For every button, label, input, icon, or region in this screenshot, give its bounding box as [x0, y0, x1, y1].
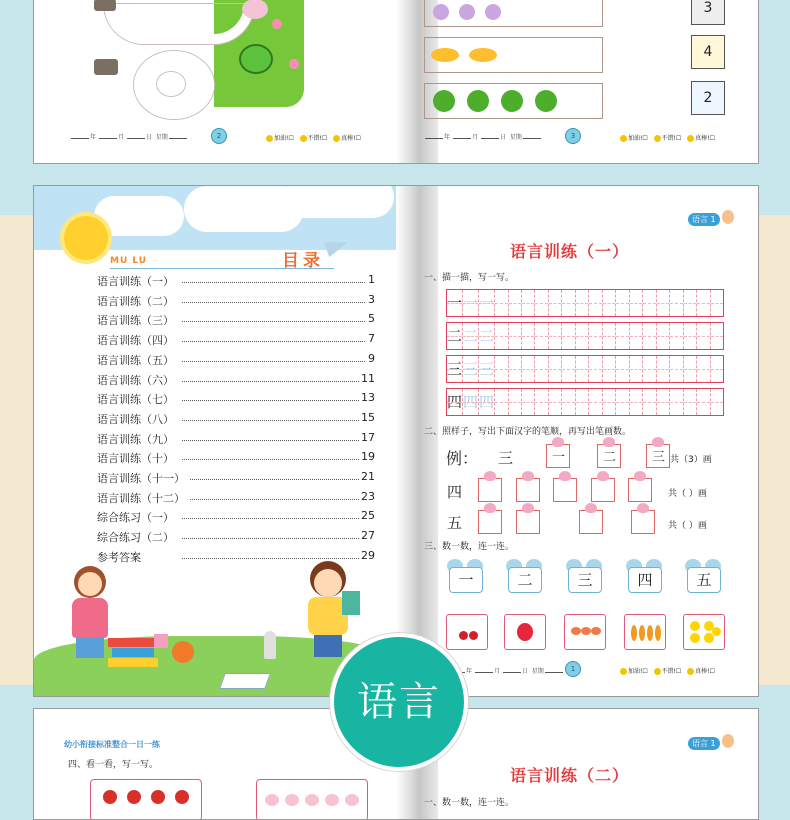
- toc-item-page: 7: [368, 332, 375, 346]
- stroke-box[interactable]: [579, 510, 603, 534]
- weekday-label: 星期: [155, 134, 168, 141]
- stroke-box[interactable]: [591, 478, 615, 502]
- stroke-box[interactable]: [631, 510, 655, 534]
- toc-item-page: 11: [361, 371, 375, 385]
- writing-cell[interactable]: [657, 389, 670, 415]
- writing-cell[interactable]: [522, 389, 535, 415]
- smiley-icon: [687, 135, 694, 142]
- toc-item-page: 1: [368, 273, 375, 286]
- weekday-label: 星期: [509, 134, 522, 141]
- writing-cell[interactable]: [657, 290, 670, 316]
- stroke-box[interactable]: [516, 478, 540, 502]
- leader-dots: [182, 381, 369, 382]
- toc-item: [97, 411, 375, 427]
- writing-cell[interactable]: [562, 323, 575, 349]
- toc-item-page: 29: [361, 548, 375, 562]
- leader-dots: [182, 518, 369, 519]
- writing-cell[interactable]: [522, 323, 535, 349]
- stroke-box[interactable]: [516, 510, 540, 534]
- toc-item: [97, 490, 375, 506]
- writing-cell[interactable]: [670, 323, 683, 349]
- smiley-icon: [620, 135, 627, 142]
- clock-icon: [565, 128, 581, 144]
- trace-char-cell: 三: [463, 356, 479, 382]
- writing-cell[interactable]: [697, 290, 710, 316]
- stroke-box[interactable]: [478, 510, 502, 534]
- toc-item-label: 语言训练（十二）: [97, 490, 189, 506]
- self-rating-left: [266, 133, 361, 142]
- leader-dots: [182, 282, 369, 283]
- toc-item-page: 23: [361, 489, 375, 503]
- books-stack: [108, 638, 158, 668]
- model-char-cell: 一: [447, 290, 463, 316]
- rating-option: 加油!☐: [628, 668, 648, 675]
- girl-illustration: [64, 566, 114, 666]
- writing-cell[interactable]: [509, 389, 522, 415]
- leader-dots: [182, 558, 369, 559]
- writing-cell[interactable]: [603, 290, 616, 316]
- toc-item-label: 语言训练（十一）: [97, 470, 189, 486]
- day-label: 日: [499, 134, 506, 141]
- rating-option: 不错!☐: [661, 668, 682, 675]
- stroke-box: 二: [597, 444, 621, 468]
- leader-dots: [182, 341, 369, 342]
- model-char-cell: 二: [447, 323, 463, 349]
- model-char-cell: 三: [447, 356, 463, 382]
- toc-item: [97, 273, 375, 289]
- leader-dots: [182, 499, 369, 500]
- toc-item-page: 15: [361, 410, 375, 424]
- month-label: 月: [117, 134, 124, 141]
- day-label: 日: [145, 134, 152, 141]
- section4-heading: 四、看一看，写一写。: [68, 760, 159, 770]
- smiley-icon: [300, 135, 307, 142]
- clock-icon: [565, 661, 581, 677]
- tracing-grid-row: [446, 322, 724, 350]
- writing-cell[interactable]: [684, 389, 697, 415]
- toc-item: [97, 450, 375, 466]
- toc-item-label: 语言训练（三）: [97, 312, 178, 328]
- section3-heading: 三、数一数，连一连。: [424, 542, 515, 552]
- writing-cell[interactable]: [657, 356, 670, 382]
- toc-item-page: 19: [361, 450, 375, 464]
- smiley-icon: [654, 135, 661, 142]
- writing-cell[interactable]: [576, 290, 589, 316]
- writing-cell[interactable]: [495, 290, 508, 316]
- rating-option: 真棒!☐: [695, 135, 715, 142]
- leader-dots: [182, 479, 369, 480]
- spread-middle: [33, 185, 759, 697]
- month-label: 月: [493, 668, 500, 675]
- stroke-box: 三: [646, 444, 670, 468]
- row-char-si: 四: [447, 483, 463, 501]
- writing-cell[interactable]: [670, 290, 683, 316]
- answer-value: 4: [703, 44, 713, 60]
- writing-cell[interactable]: [549, 290, 562, 316]
- toc-item-page: 27: [361, 529, 375, 543]
- toc-item: [97, 391, 375, 407]
- year-label: 年: [444, 134, 451, 141]
- page-number: 2: [216, 132, 222, 140]
- writing-cell[interactable]: [630, 290, 643, 316]
- rating-option: 不错!☐: [307, 135, 328, 142]
- clock-icon: [211, 128, 227, 144]
- elephant-number-card: [685, 559, 721, 593]
- ball-icon: [172, 641, 194, 663]
- writing-cell[interactable]: [522, 290, 535, 316]
- leader-dots: [182, 361, 369, 362]
- picture-box-frogs: [424, 83, 603, 119]
- brand-header: 幼小衔接标准整合一日一练: [64, 740, 160, 749]
- picture-shrimps: [564, 614, 606, 650]
- sun-icon: [64, 216, 108, 260]
- elephant-number-card: [566, 559, 602, 593]
- section1-heading: 一、描一描，写一写。: [424, 273, 515, 283]
- writing-cell[interactable]: [670, 356, 683, 382]
- writing-cell[interactable]: [616, 356, 629, 382]
- writing-cell[interactable]: [495, 323, 508, 349]
- toc-item: [97, 470, 375, 486]
- toc-item-label: 语言训练（一）: [97, 273, 178, 289]
- leader-dots: [182, 440, 369, 441]
- picture-box-pigs: [256, 779, 368, 820]
- writing-cell[interactable]: [562, 389, 575, 415]
- writing-cell[interactable]: [616, 290, 629, 316]
- leader-dots: [182, 459, 369, 460]
- toc-title-underline: [110, 268, 334, 269]
- picture-carrots: [624, 614, 666, 650]
- maze-illustration: [64, 0, 364, 117]
- toc-item: [97, 529, 375, 545]
- date-line-lesson: [446, 666, 564, 675]
- writing-cell[interactable]: [549, 389, 562, 415]
- smiley-icon: [687, 668, 694, 675]
- toc-item-page: 13: [361, 391, 375, 405]
- toc-item-label: 综合练习（一）: [97, 509, 178, 525]
- picture-box-birds: [424, 37, 603, 73]
- leader-dots: [182, 420, 369, 421]
- toc-item-label: 语言训练（八）: [97, 411, 178, 427]
- self-rating-right: [620, 133, 715, 142]
- number-char: 三: [568, 567, 602, 593]
- self-rating-lesson: [620, 666, 715, 675]
- writing-cell[interactable]: [643, 389, 656, 415]
- trace-char-cell: 四: [463, 389, 479, 415]
- toc-item-label: 语言训练（六）: [97, 372, 178, 388]
- picture-box-snails: [424, 0, 603, 27]
- toc-item-page: 9: [368, 351, 375, 365]
- toc-item-label: 参考答案: [97, 549, 145, 565]
- writing-cell[interactable]: [643, 290, 656, 316]
- writing-cell[interactable]: [576, 356, 589, 382]
- writing-cell[interactable]: [711, 290, 723, 316]
- writing-cell[interactable]: [495, 389, 508, 415]
- smiley-icon: [333, 135, 340, 142]
- writing-cell[interactable]: [522, 356, 535, 382]
- rating-option: 真棒!☐: [695, 668, 715, 675]
- number-char: 一: [449, 567, 483, 593]
- smiley-icon: [620, 668, 627, 675]
- writing-cell[interactable]: [697, 323, 710, 349]
- stroke-count-blank: 共（ ）画: [668, 489, 707, 499]
- writing-cell[interactable]: [589, 356, 602, 382]
- row-char-wu: 五: [447, 514, 463, 532]
- example-char: 三: [498, 449, 514, 467]
- tracing-grid-row: [446, 388, 724, 416]
- writing-cell[interactable]: [711, 356, 723, 382]
- writing-cell[interactable]: [643, 323, 656, 349]
- section1-heading: 一、数一数，连一连。: [424, 798, 515, 808]
- elephant-number-card: [506, 559, 542, 593]
- writing-cell[interactable]: [562, 290, 575, 316]
- category-badge: 语言: [330, 633, 468, 771]
- book-gutter: [396, 186, 438, 696]
- writing-cell[interactable]: [630, 389, 643, 415]
- weekday-label: 星期: [531, 668, 544, 675]
- smiley-icon: [654, 668, 661, 675]
- writing-cell[interactable]: [576, 323, 589, 349]
- trace-char-cell: 二: [479, 323, 495, 349]
- toc-item-label: 语言训练（七）: [97, 391, 178, 407]
- writing-cell[interactable]: [630, 356, 643, 382]
- toc-item-label: 语言训练（四）: [97, 332, 178, 348]
- number-char: 五: [687, 567, 721, 593]
- writing-cell[interactable]: [616, 389, 629, 415]
- writing-cell[interactable]: [684, 356, 697, 382]
- writing-cell[interactable]: [535, 389, 548, 415]
- kid-badge-icon: [722, 734, 734, 748]
- leader-dots: [182, 302, 369, 303]
- picture-strawberry: [504, 614, 546, 650]
- toc-item-label: 语言训练（二）: [97, 293, 178, 309]
- toc-item: [97, 431, 375, 447]
- kid-badge-icon: [722, 210, 734, 224]
- writing-cell[interactable]: [603, 356, 616, 382]
- toc-item-page: 25: [361, 509, 375, 523]
- writing-cell[interactable]: [684, 323, 697, 349]
- writing-cell[interactable]: [603, 389, 616, 415]
- toc-item-page: 17: [361, 430, 375, 444]
- trace-char-cell: 四: [479, 389, 495, 415]
- trace-char-cell: 二: [463, 323, 479, 349]
- writing-cell[interactable]: [657, 323, 670, 349]
- writing-cell[interactable]: [643, 356, 656, 382]
- answer-value: 3: [703, 0, 713, 16]
- number-char: 二: [508, 567, 542, 593]
- section2-heading: 二、照样子，写出下面汉字的笔顺，再写出笔画数。: [424, 427, 632, 437]
- writing-cell[interactable]: [495, 356, 508, 382]
- writing-cell[interactable]: [589, 389, 602, 415]
- toc-item: [97, 509, 375, 525]
- date-line-left: [70, 132, 188, 141]
- rating-option: 真棒!☐: [341, 135, 361, 142]
- toc-pinyin: MU LU: [110, 256, 148, 266]
- writing-cell[interactable]: [670, 389, 683, 415]
- stroke-box[interactable]: [478, 478, 502, 502]
- writing-cell[interactable]: [711, 389, 723, 415]
- writing-cell[interactable]: [589, 290, 602, 316]
- year-label: 年: [466, 668, 473, 675]
- toc-item: [97, 352, 375, 368]
- toc-item-label: 语言训练（九）: [97, 431, 178, 447]
- rating-option: 加油!☐: [274, 135, 294, 142]
- lesson-title: 语言训练（一）: [510, 242, 630, 261]
- spread-top: [33, 0, 759, 164]
- example-label: 例：: [446, 449, 479, 468]
- writing-cell[interactable]: [509, 356, 522, 382]
- toc-item: [97, 372, 375, 388]
- rocket-toy: [264, 631, 276, 659]
- rating-option: 不错!☐: [661, 135, 682, 142]
- toc-item: [97, 293, 375, 309]
- toc-item-label: 语言训练（十）: [97, 450, 178, 466]
- writing-cell[interactable]: [616, 323, 629, 349]
- writing-cell[interactable]: [697, 389, 710, 415]
- writing-cell[interactable]: [684, 290, 697, 316]
- writing-cell[interactable]: [589, 323, 602, 349]
- writing-cell[interactable]: [535, 323, 548, 349]
- trace-char-cell: 三: [479, 356, 495, 382]
- writing-cell[interactable]: [535, 290, 548, 316]
- writing-cell[interactable]: [509, 323, 522, 349]
- answer-box: [691, 0, 725, 25]
- page-number: 1: [570, 665, 576, 673]
- toc-item-page: 3: [368, 292, 375, 306]
- writing-cell[interactable]: [509, 290, 522, 316]
- trace-char-cell: 一: [479, 290, 495, 316]
- writing-cell[interactable]: [697, 356, 710, 382]
- date-line-right: [424, 132, 542, 141]
- alphabet-blocks: [154, 634, 168, 648]
- smiley-icon: [266, 135, 273, 142]
- month-label: 月: [471, 134, 478, 141]
- tracing-grid-row: [446, 289, 724, 317]
- writing-cell[interactable]: [576, 389, 589, 415]
- leader-dots: [182, 400, 369, 401]
- toc-item-label: 语言训练（五）: [97, 352, 178, 368]
- page-number: 3: [570, 132, 576, 140]
- lesson-badge: 语言 1: [688, 737, 720, 750]
- lesson-badge: 语言 1: [688, 213, 720, 226]
- open-book: [219, 673, 271, 689]
- writing-cell[interactable]: [603, 323, 616, 349]
- example-stroke-count: 共（3）画: [670, 455, 712, 465]
- stroke-box[interactable]: [628, 478, 652, 502]
- writing-cell[interactable]: [535, 356, 548, 382]
- stroke-box: 一: [546, 444, 570, 468]
- leader-dots: [182, 538, 369, 539]
- writing-cell[interactable]: [630, 323, 643, 349]
- answer-value: 2: [703, 90, 713, 106]
- writing-cell[interactable]: [549, 356, 562, 382]
- leader-dots: [182, 321, 369, 322]
- lesson-title: 语言训练（二）: [510, 766, 630, 785]
- stroke-count-blank: 共（ ）画: [668, 521, 707, 531]
- writing-cell[interactable]: [711, 323, 723, 349]
- trace-char-cell: 一: [463, 290, 479, 316]
- number-char: 四: [628, 567, 662, 593]
- model-char-cell: 四: [447, 389, 463, 415]
- answer-box: [691, 35, 725, 69]
- writing-cell[interactable]: [562, 356, 575, 382]
- writing-cell[interactable]: [549, 323, 562, 349]
- stroke-box[interactable]: [553, 478, 577, 502]
- day-label: 日: [521, 668, 528, 675]
- year-label: 年: [90, 134, 97, 141]
- toc-item: [97, 332, 375, 348]
- tracing-grid-row: [446, 355, 724, 383]
- elephant-number-card: [626, 559, 662, 593]
- picture-box-apples: [90, 779, 202, 820]
- toc-item-page: 5: [368, 312, 375, 326]
- answer-box: [691, 81, 725, 115]
- picture-ducklings: [683, 614, 725, 650]
- rating-option: 加油!☐: [628, 135, 648, 142]
- picture-cherries: [446, 614, 488, 650]
- elephant-number-card: [447, 559, 483, 593]
- toc-item-page: 21: [361, 470, 375, 483]
- toc-item-label: 综合练习（二）: [97, 529, 178, 545]
- toc-item: [97, 312, 375, 328]
- toc-title: 目录: [282, 251, 324, 271]
